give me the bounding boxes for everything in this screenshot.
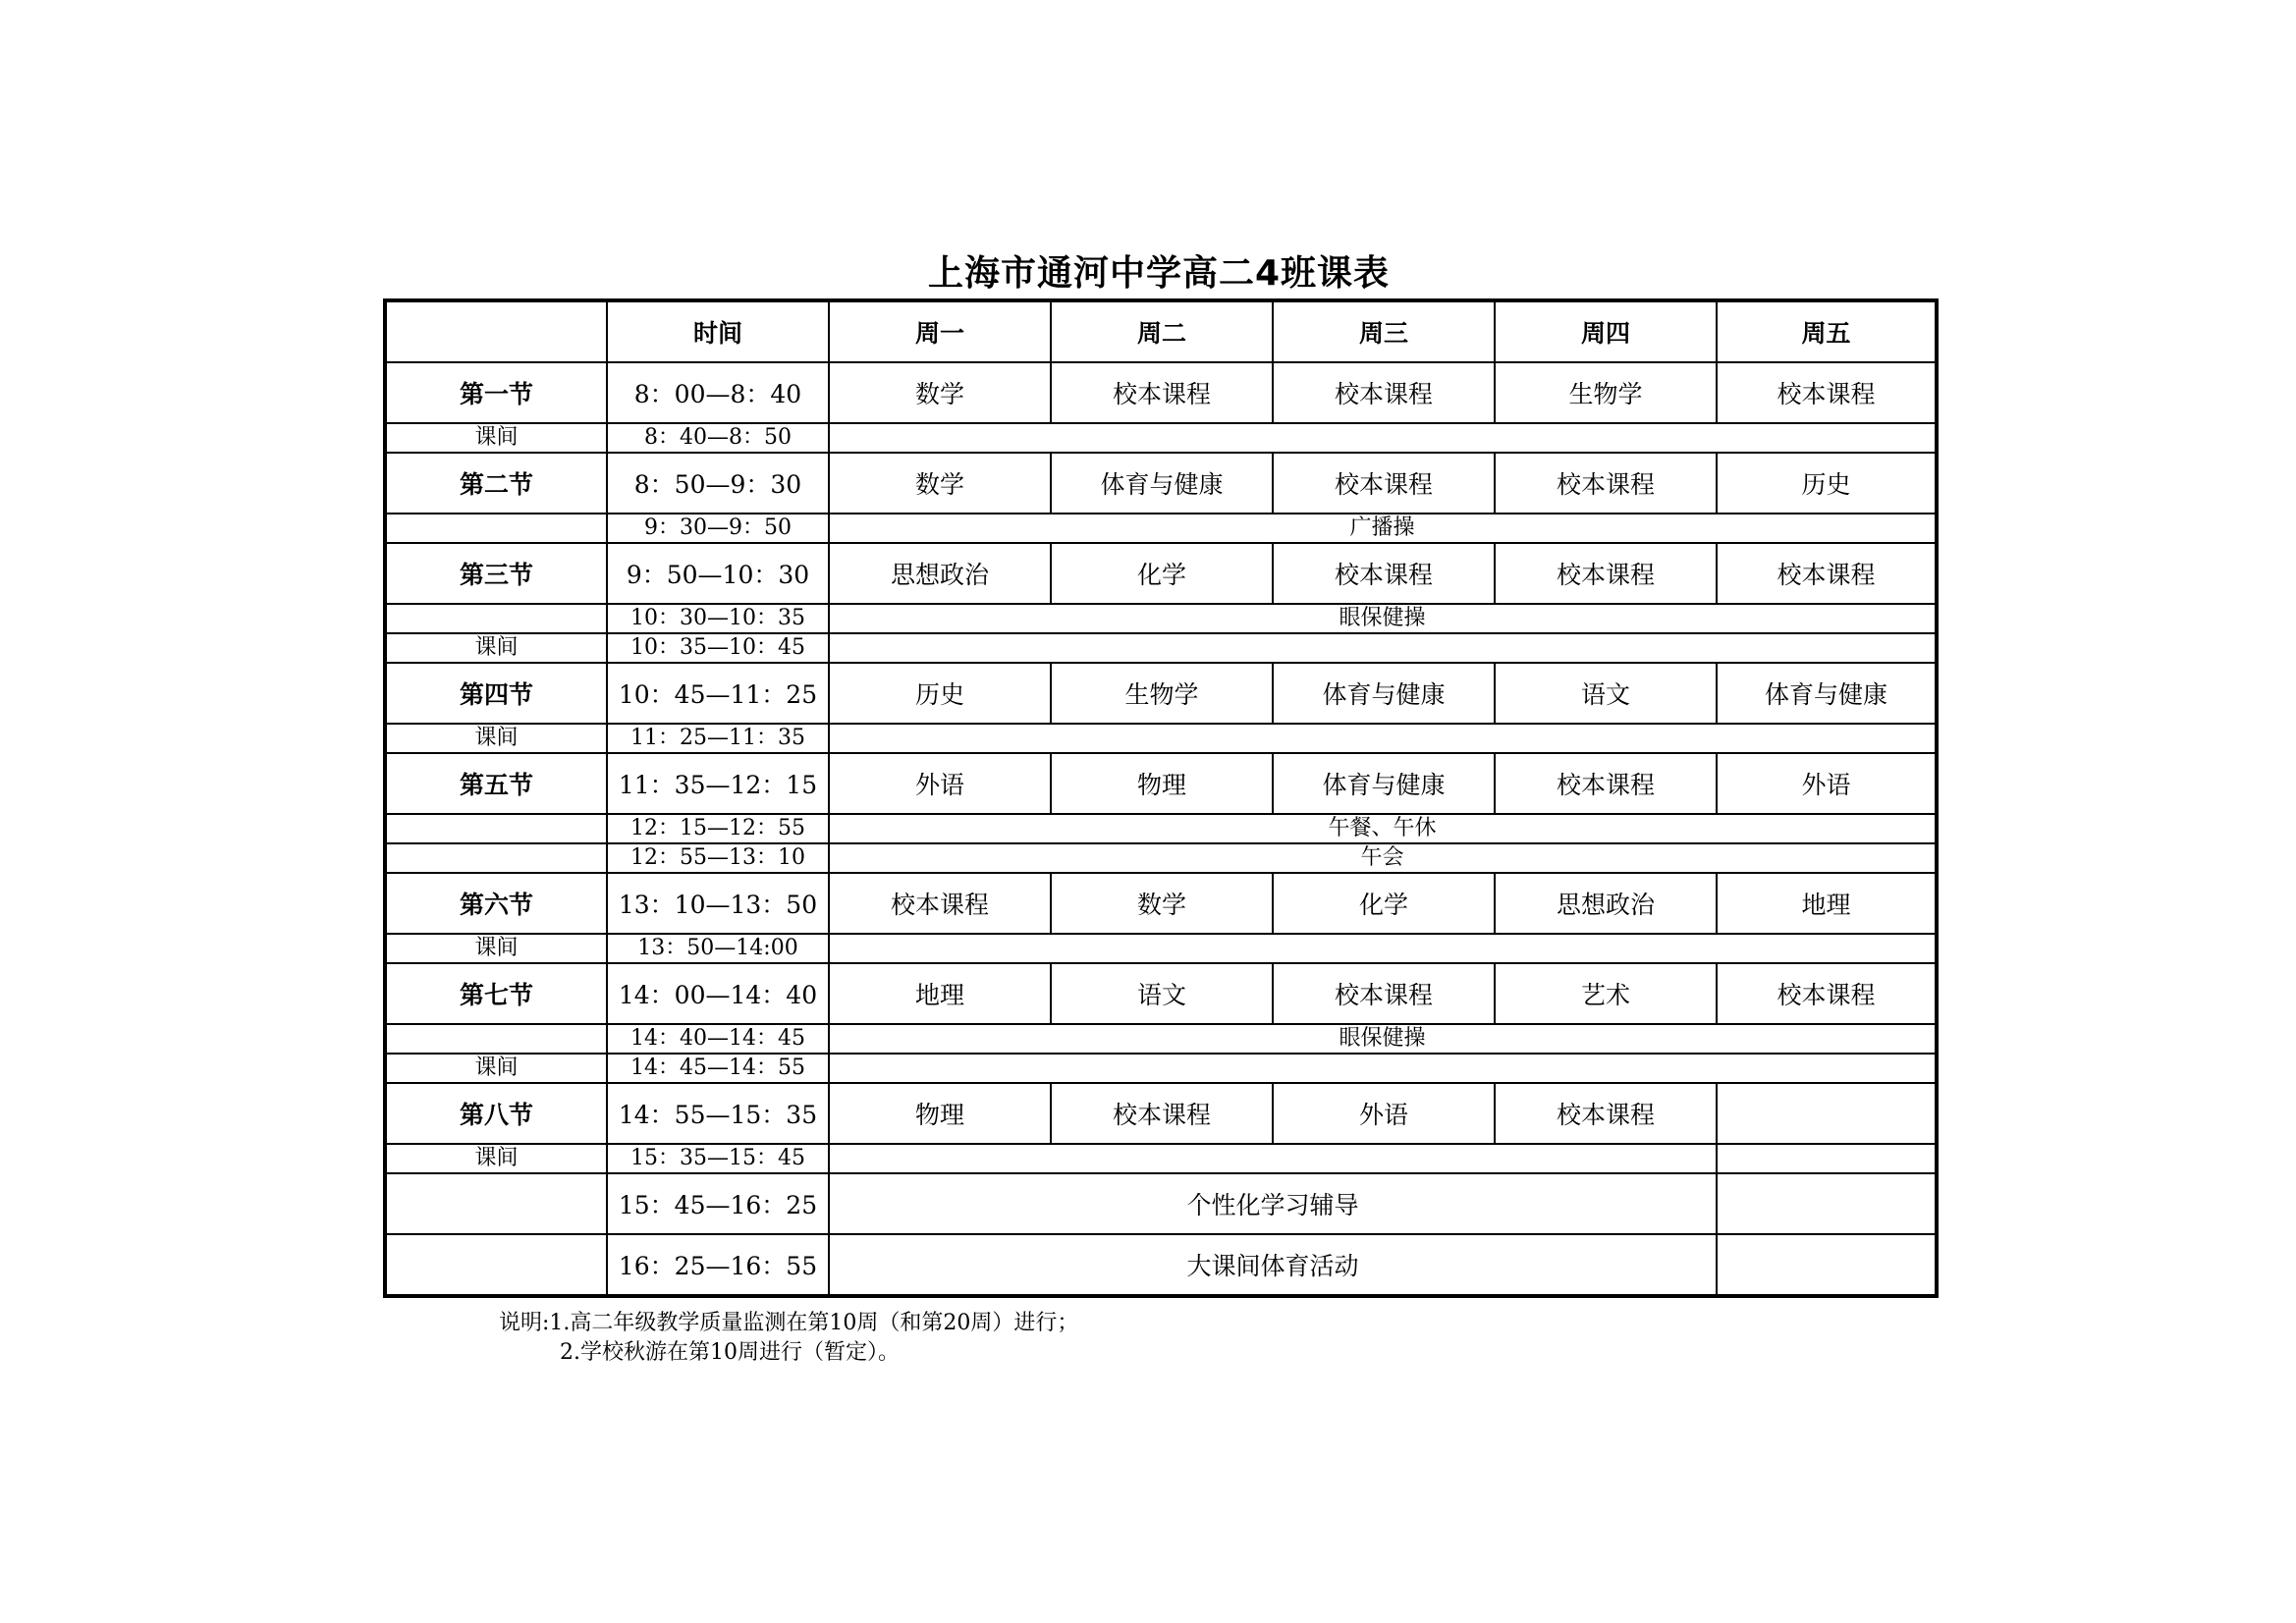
break-label: 课间	[385, 1054, 607, 1083]
subject-cell: 数学	[1051, 873, 1273, 934]
subject-cell: 校本课程	[1051, 1083, 1273, 1144]
subject-cell: 思想政治	[1495, 873, 1717, 934]
subject-cell: 思想政治	[829, 543, 1051, 604]
break-label: 课间	[385, 633, 607, 663]
break-time: 14：40—14：45	[607, 1024, 829, 1054]
subject-cell: 生物学	[1051, 663, 1273, 724]
subject-cell: 校本课程	[1051, 362, 1273, 423]
activity-text: 大课间体育活动	[829, 1234, 1717, 1296]
header-cell	[385, 300, 607, 362]
break-time: 14：45—14：55	[607, 1054, 829, 1083]
break-row	[385, 604, 1937, 633]
subject-cell: 校本课程	[1495, 543, 1717, 604]
break-time: 10：35—10：45	[607, 633, 829, 663]
break-time: 15：35—15：45	[607, 1144, 829, 1173]
period-label: 第四节	[385, 663, 607, 724]
timetable-title: 上海市通河中学高二4班课表	[927, 253, 1391, 294]
subject-cell: 生物学	[1495, 362, 1717, 423]
break-activity	[829, 1054, 1937, 1083]
header-cell: 周三	[1273, 300, 1495, 362]
activity-label	[385, 1173, 607, 1234]
break-time: 11：25—11：35	[607, 724, 829, 753]
break-time: 13：50—14:00	[607, 934, 829, 963]
break-row	[385, 843, 1937, 873]
subject-cell: 外语	[1273, 1083, 1495, 1144]
activity-label	[385, 1234, 607, 1296]
break-row	[385, 514, 1937, 543]
header-cell: 周二	[1051, 300, 1273, 362]
activity-time: 16：25—16：55	[607, 1234, 829, 1296]
header-cell: 时间	[607, 300, 829, 362]
subject-cell: 校本课程	[1495, 1083, 1717, 1144]
period-time: 14：00—14：40	[607, 963, 829, 1024]
break-row	[385, 1144, 1937, 1173]
break-row	[385, 1054, 1937, 1083]
period-label: 第七节	[385, 963, 607, 1024]
period-row	[385, 963, 1937, 1024]
subject-cell: 体育与健康	[1051, 453, 1273, 514]
period-label: 第六节	[385, 873, 607, 934]
break-activity: 眼保健操	[829, 604, 1937, 633]
subject-cell: 外语	[1717, 753, 1937, 814]
header-row	[385, 300, 1937, 362]
subject-cell: 语文	[1495, 663, 1717, 724]
break-label	[385, 814, 607, 843]
break-row	[385, 633, 1937, 663]
period-label: 第八节	[385, 1083, 607, 1144]
break-time: 12：15—12：55	[607, 814, 829, 843]
friday-cell	[1717, 1144, 1937, 1173]
period-label: 第二节	[385, 453, 607, 514]
subject-cell: 校本课程	[1717, 963, 1937, 1024]
break-time: 10：30—10：35	[607, 604, 829, 633]
subject-cell: 校本课程	[1273, 543, 1495, 604]
activity-time: 15：45—16：25	[607, 1173, 829, 1234]
break-activity: 午餐、午休	[829, 814, 1937, 843]
period-time: 8：00—8：40	[607, 362, 829, 423]
subject-cell: 语文	[1051, 963, 1273, 1024]
break-label: 课间	[385, 724, 607, 753]
subject-cell: 物理	[1051, 753, 1273, 814]
period-time: 8：50—9：30	[607, 453, 829, 514]
break-row	[385, 1024, 1937, 1054]
period-row	[385, 1083, 1937, 1144]
break-label	[385, 843, 607, 873]
period-time: 14：55—15：35	[607, 1083, 829, 1144]
break-activity	[829, 1144, 1717, 1173]
period-label: 第三节	[385, 543, 607, 604]
subject-cell: 化学	[1051, 543, 1273, 604]
subject-cell: 数学	[829, 362, 1051, 423]
subject-cell: 校本课程	[1273, 963, 1495, 1024]
subject-cell: 体育与健康	[1273, 663, 1495, 724]
subject-cell: 校本课程	[1717, 543, 1937, 604]
note-2: 2.学校秋游在第10周进行（暂定）。	[560, 1340, 900, 1365]
timetable	[383, 298, 1939, 1298]
subject-cell: 校本课程	[1717, 362, 1937, 423]
subject-cell: 历史	[1717, 453, 1937, 514]
break-activity	[829, 724, 1937, 753]
period-row	[385, 543, 1937, 604]
period-time: 10：45—11：25	[607, 663, 829, 724]
break-row	[385, 724, 1937, 753]
period-label: 第一节	[385, 362, 607, 423]
period-label: 第五节	[385, 753, 607, 814]
period-row	[385, 873, 1937, 934]
break-label: 课间	[385, 423, 607, 453]
subject-cell: 物理	[829, 1083, 1051, 1144]
break-label	[385, 604, 607, 633]
subject-cell: 校本课程	[1273, 453, 1495, 514]
break-activity	[829, 423, 1937, 453]
header-cell: 周一	[829, 300, 1051, 362]
subject-cell: 数学	[829, 453, 1051, 514]
period-time: 11：35—12：15	[607, 753, 829, 814]
break-time: 9：30—9：50	[607, 514, 829, 543]
period-row	[385, 362, 1937, 423]
break-time: 8：40—8：50	[607, 423, 829, 453]
subject-cell: 化学	[1273, 873, 1495, 934]
subject-cell: 外语	[829, 753, 1051, 814]
break-row	[385, 423, 1937, 453]
subject-cell: 校本课程	[1495, 453, 1717, 514]
subject-cell: 地理	[1717, 873, 1937, 934]
period-row	[385, 753, 1937, 814]
break-row	[385, 934, 1937, 963]
subject-cell: 校本课程	[1495, 753, 1717, 814]
break-label: 课间	[385, 934, 607, 963]
period-row	[385, 663, 1937, 724]
activity-row	[385, 1173, 1937, 1234]
subject-cell: 体育与健康	[1273, 753, 1495, 814]
subject-cell: 地理	[829, 963, 1051, 1024]
note-1: 说明:1.高二年级教学质量监测在第10周（和第20周）进行；	[499, 1311, 1079, 1335]
break-activity: 广播操	[829, 514, 1937, 543]
break-activity: 眼保健操	[829, 1024, 1937, 1054]
period-time: 13：10—13：50	[607, 873, 829, 934]
break-label	[385, 1024, 607, 1054]
header-cell: 周四	[1495, 300, 1717, 362]
subject-cell: 体育与健康	[1717, 663, 1937, 724]
friday-cell	[1717, 1234, 1937, 1296]
break-activity	[829, 934, 1937, 963]
friday-cell	[1717, 1173, 1937, 1234]
break-label: 课间	[385, 1144, 607, 1173]
break-time: 12：55—13：10	[607, 843, 829, 873]
subject-cell: 校本课程	[1273, 362, 1495, 423]
subject-cell: 历史	[829, 663, 1051, 724]
activity-text: 个性化学习辅导	[829, 1173, 1717, 1234]
break-activity: 午会	[829, 843, 1937, 873]
subject-cell: 艺术	[1495, 963, 1717, 1024]
header-cell: 周五	[1717, 300, 1937, 362]
break-label	[385, 514, 607, 543]
break-row	[385, 814, 1937, 843]
subject-cell	[1717, 1083, 1937, 1144]
period-time: 9：50—10：30	[607, 543, 829, 604]
notes	[499, 1309, 1078, 1368]
period-row	[385, 453, 1937, 514]
activity-row	[385, 1234, 1937, 1296]
subject-cell: 校本课程	[829, 873, 1051, 934]
break-activity	[829, 633, 1937, 663]
